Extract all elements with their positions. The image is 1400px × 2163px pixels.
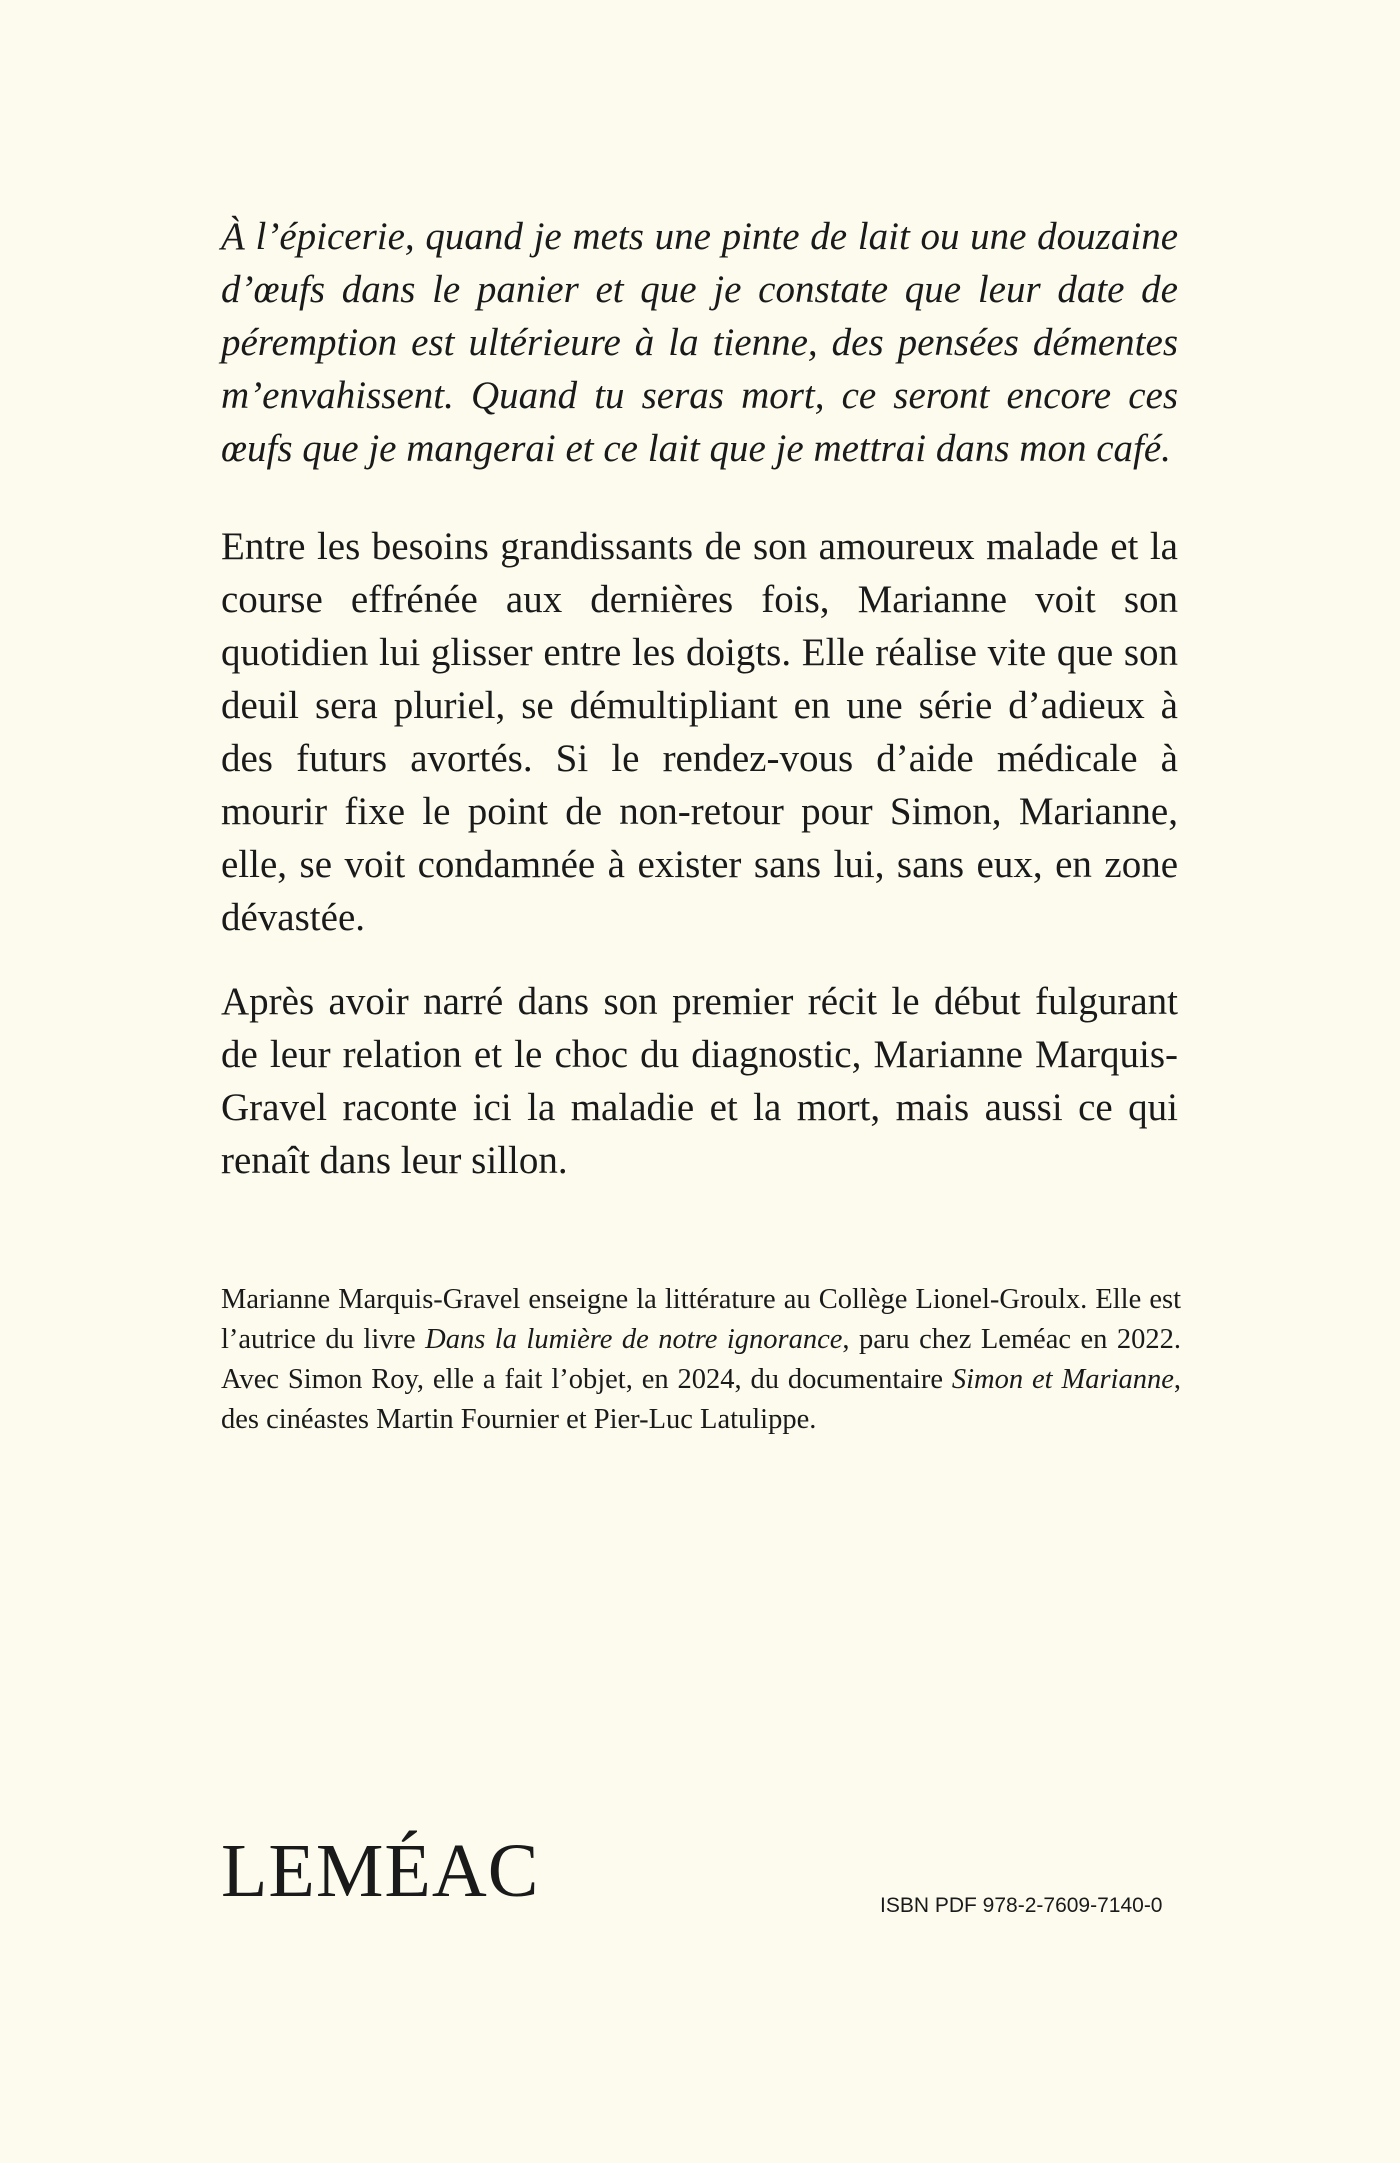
bio-text-2: , paru chez Leméac en 2022. Avec Simon Roy, elle a fait l’objet, en 2024, du documentaire <box>221 1324 1181 1395</box>
publisher-logo: LEMÉAC <box>221 1829 540 1913</box>
bio-text-1: Marianne Marquis-Gravel enseigne la littérature au Collège Lionel-Groulx. Elle est l’autrice du livre <box>221 1284 1181 1355</box>
summary-paragraph: Entre les besoins grandissants de son amoureux malade et la course effrénée aux dernières fois, Marianne voit son quotidien lui glisser entre les doigts. Elle réalise vite que son deuil sera pluriel, se démultipliant en une série d’adieux à des futurs avortés. Si le rendez-vous d’aide médicale à mourir fixe le point de non-retour pour Simon, Marianne, elle, se voit condamnée à exister sans lui, sans eux, en zone dévastée. <box>221 525 1178 939</box>
book-title: Dans la lumière de notre ignorance <box>425 1324 843 1355</box>
excerpt-quote: À l’épicerie, quand je mets une pinte de lait ou une douzaine d’œufs dans le panier et que je constate que leur date de péremption est ultérieure à la tienne, des pensées démentes m’envahissent. Quand tu seras mort, ce seront encore ces œufs que je mangerai et ce lait que je mettrai dans mon café. <box>221 215 1178 470</box>
isbn: ISBN PDF 978-2-7609-7140-0 <box>880 1894 1163 1917</box>
context-paragraph: Après avoir narré dans son premier récit le début fulgurant de leur relation et le choc du diagnostic, Marianne Marquis-Gravel raconte ici la maladie et la mort, mais aussi ce qui renaît dans leur sillon. <box>221 980 1178 1182</box>
bio-text-3: , des cinéastes Martin Fournier et Pier-Luc Latulippe. <box>221 1364 1182 1435</box>
author-bio <box>221 1280 1181 1440</box>
documentary-title: Simon et Marianne <box>951 1364 1174 1395</box>
